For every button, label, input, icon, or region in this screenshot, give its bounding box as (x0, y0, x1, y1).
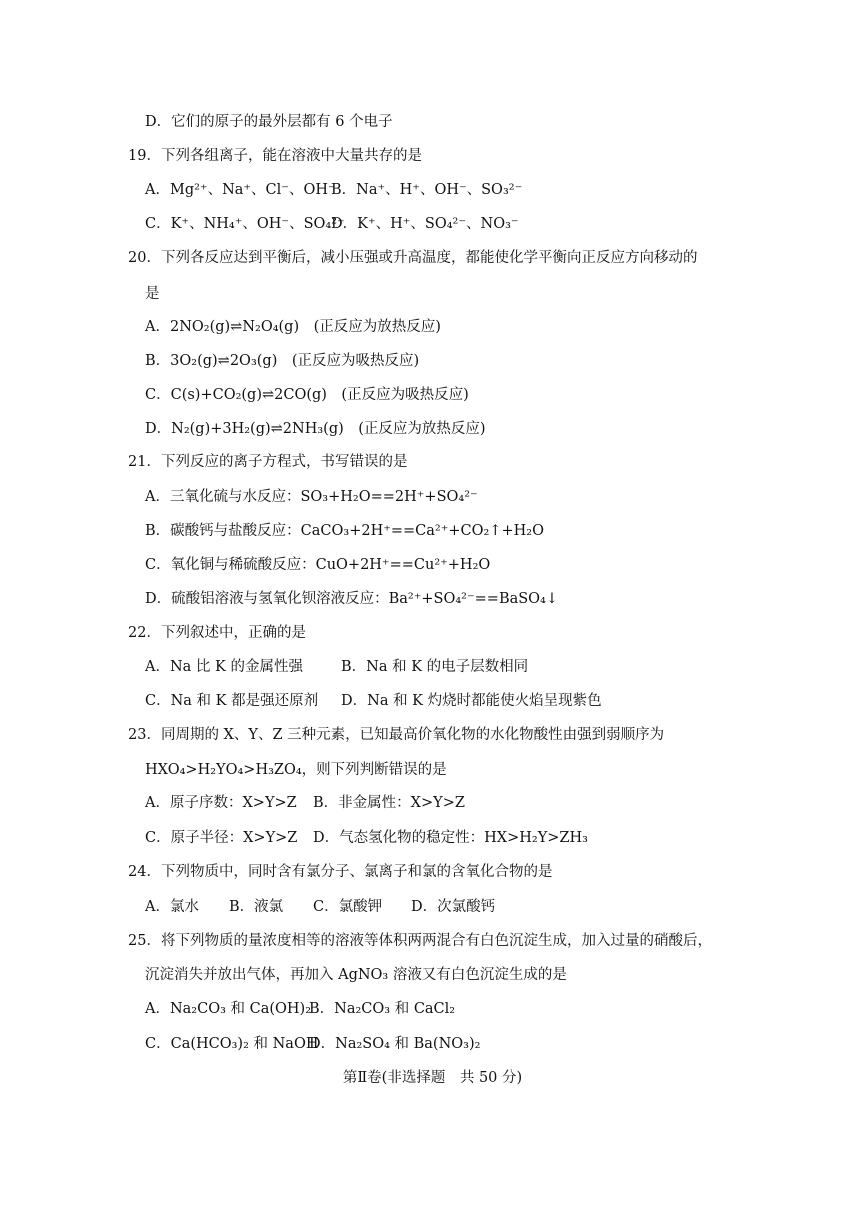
section-heading-part-two: 第Ⅱ卷(非选择题 共 50 分) (342, 1070, 523, 1086)
q22-options-row1 (145, 657, 528, 677)
q23-options-row1 (145, 793, 465, 813)
q20-option-b: B．3O₂(g)⇌2O₃(g) (正反应为吸热反应) (145, 353, 420, 369)
q22-option-b: B．Na 和 K 的电子层数相同 (341, 659, 529, 675)
q25-stem: 25．将下列物质的量浓度相等的溶液等体积两两混合有白色沉淀生成，加入过量的硝酸后， (128, 933, 712, 949)
q20-stem-cont: 是 (145, 286, 160, 302)
q23-option-a: A．原子序数：X>Y>Z (145, 795, 297, 811)
q24-option-b: B．液氯 (229, 899, 284, 915)
q22-option-d: D．Na 和 K 灼烧时都能使火焰呈现紫色 (341, 693, 602, 709)
q19-option-a: A．Mg²⁺、Na⁺、Cl⁻、OH⁻ (145, 182, 336, 198)
q22-options-row2 (145, 691, 602, 711)
q22-option-a: A．Na 比 K 的金属性强 (145, 659, 303, 675)
q19-option-b: B．Na⁺、H⁺、OH⁻、SO₃²⁻ (331, 182, 523, 198)
q21-option-d: D．硫酸铝溶液与氢氧化钡溶液反应：Ba²⁺+SO₄²⁻==BaSO₄↓ (145, 591, 559, 607)
q21-option-a: A．三氧化硫与水反应：SO₃+H₂O==2H⁺+SO₄²⁻ (145, 489, 478, 505)
q19-option-c: C．K⁺、NH₄⁺、OH⁻、SO₄²⁻ (145, 216, 345, 232)
q20-option-a: A．2NO₂(g)⇌N₂O₄(g) (正反应为放热反应) (145, 319, 441, 335)
q22-stem: 22．下列叙述中，正确的是 (128, 625, 306, 641)
q19-options-row1 (145, 180, 522, 200)
q25-option-d: D．Na₂SO₄ 和 Ba(NO₃)₂ (309, 1036, 481, 1052)
q21-option-b: B．碳酸钙与盐酸反应：CaCO₃+2H⁺==Ca²⁺+CO₂↑+H₂O (145, 523, 544, 539)
q20-option-c: C．C(s)+CO₂(g)⇌2CO(g) (正反应为吸热反应) (145, 387, 469, 403)
q25-option-a: A．Na₂CO₃ 和 Ca(OH)₂ (145, 1001, 312, 1017)
q23-stem: 23．同周期的 X、Y、Z 三种元素，已知最高价氧化物的水化物酸性由强到弱顺序为 (128, 727, 665, 743)
q25-option-c: C．Ca(HCO₃)₂ 和 NaOH (145, 1036, 319, 1052)
q23-option-c: C．原子半径：X>Y>Z (145, 830, 298, 846)
q21-stem: 21．下列反应的离子方程式，书写错误的是 (128, 454, 408, 470)
q19-options-row2 (145, 214, 519, 234)
q23-option-b: B．非金属性：X>Y>Z (313, 795, 465, 811)
q23-options-row2 (145, 828, 588, 848)
q20-stem: 20．下列各反应达到平衡后，减小压强或升高温度，都能使化学平衡向正反应方向移动的 (128, 250, 698, 266)
q23-stem-cont: HXO₄>H₂YO₄>H₃ZO₄，则下列判断错误的是 (145, 762, 447, 778)
q25-options-row1 (145, 999, 455, 1019)
q20-option-d: D．N₂(g)+3H₂(g)⇌2NH₃(g) (正反应为放热反应) (145, 421, 486, 437)
q19-stem: 19．下列各组离子，能在溶液中大量共存的是 (128, 148, 422, 164)
q24-stem: 24．下列物质中，同时含有氯分子、氯离子和氯的含氧化合物的是 (128, 864, 553, 880)
q25-option-b: B．Na₂CO₃ 和 CaCl₂ (309, 1001, 456, 1017)
q24-option-d: D．次氯酸钙 (411, 899, 496, 915)
q24-option-c: C．氯酸钾 (313, 899, 383, 915)
q23-option-d: D．气态氢化物的稳定性：HX>H₂Y>ZH₃ (313, 830, 588, 846)
q25-options-row2 (145, 1034, 480, 1054)
q19-option-d: D．K⁺、H⁺、SO₄²⁻、NO₃⁻ (331, 216, 519, 232)
q25-stem-cont: 沉淀消失并放出气体，再加入 AgNO₃ 溶液又有白色沉淀生成的是 (145, 967, 567, 983)
q18-option-d: D．它们的原子的最外层都有 6 个电子 (145, 114, 393, 130)
q24-option-a: A．氯水 (145, 899, 199, 915)
q21-option-c: C．氧化铜与稀硫酸反应：CuO+2H⁺==Cu²⁺+H₂O (145, 557, 491, 573)
q22-option-c: C．Na 和 K 都是强还原剂 (145, 693, 319, 709)
q24-options (145, 897, 495, 917)
